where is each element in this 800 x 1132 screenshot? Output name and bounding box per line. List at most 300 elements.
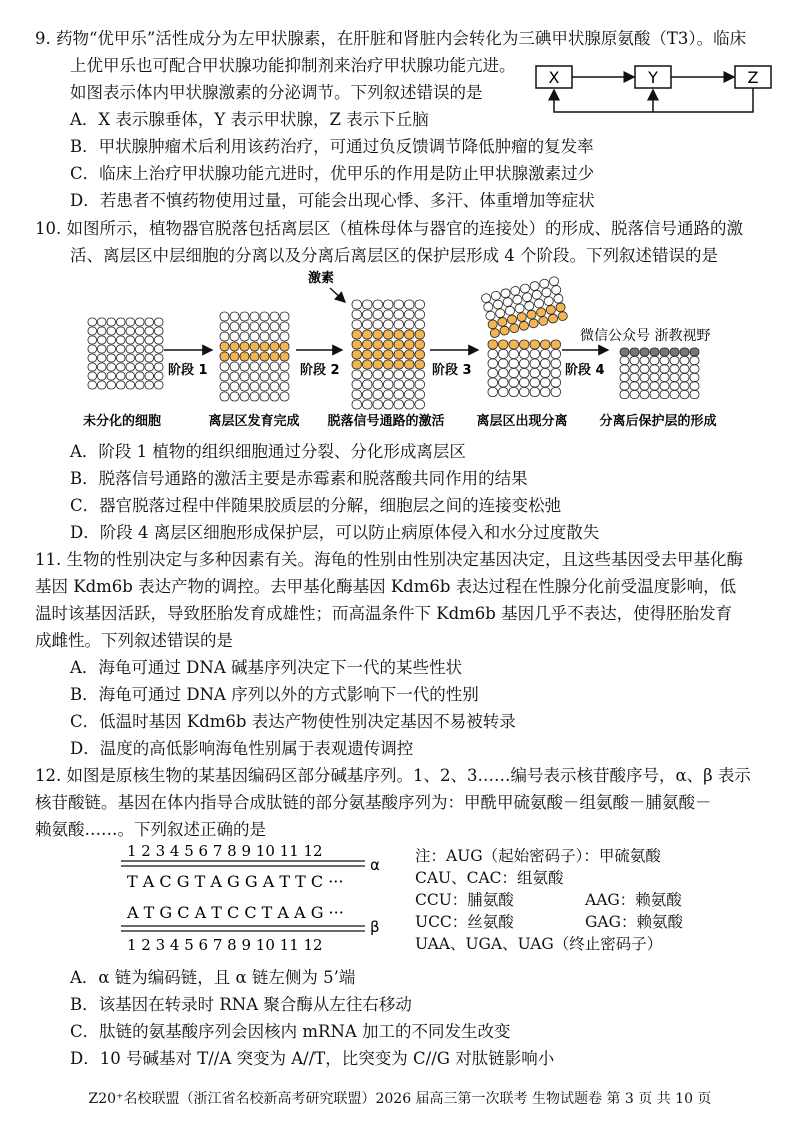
q10-cell-activated [363,350,373,359]
q9-stem-line3: 如图表示体内甲状腺激素的分泌调节。下列叙述错误的是 [70,83,483,102]
q10-cell [620,391,629,399]
q10-cell-undifferentiated [107,345,116,353]
q10-cell [541,350,551,359]
q10-cell-separating [499,340,509,349]
q10-cell-separating [507,314,518,324]
q10-cell [530,378,540,387]
q10-cell-undifferentiated [107,354,116,362]
q10-cell [660,374,669,382]
q10-cell [551,388,561,397]
q10-cell-undifferentiated [98,354,107,362]
q10-cell-abscission-zone [250,342,259,351]
q10-cell-undifferentiated [136,354,145,362]
q10-cell [415,400,425,409]
q10-cell [260,382,269,391]
q10-cell [520,369,530,378]
q10-cell-undifferentiated [136,318,145,326]
q10-cell [230,382,239,391]
q12-numbers-bottom: 1 2 3 4 5 6 7 8 9 10 11 12 [127,936,323,954]
q10-cell [415,370,425,379]
q10-cell [670,357,679,365]
q10-caption-5: 分离后保护层的形成 [599,414,717,429]
q10-cell [541,369,551,378]
q10-cell-activated [384,340,394,349]
q10-cell [363,320,373,329]
q10-cell-separating [530,340,540,349]
q10-cell-abscission-zone [220,342,229,351]
q10-cell [384,400,394,409]
q10-cell-undifferentiated [126,336,135,344]
q10-cell [270,312,279,321]
q10-cell [670,391,679,399]
q10-cell-undifferentiated [88,345,97,353]
q10-cell-separating [551,340,561,349]
q10-cell [660,357,669,365]
q10-cell-undifferentiated [107,327,116,335]
q10-cell-protective-layer [660,348,669,356]
q10-cell [680,357,689,365]
q10-cell [509,359,519,368]
q10-cell [363,300,373,309]
q10-cell [405,400,415,409]
q10-cell-separating [516,312,527,322]
q10-cell [280,332,289,341]
q10-cell-undifferentiated [136,363,145,371]
q10-cell-separating [548,313,559,323]
q10-cell [500,288,511,298]
q10-cell [280,392,289,401]
q11-option-a: A．海龟可通过 DNA 碱基序列决定下一代的某些性状 [70,658,462,677]
q10-cell [493,299,504,309]
q10-cell-undifferentiated [126,372,135,380]
q10-cell-undifferentiated [117,345,126,353]
q10-cell [394,300,404,309]
q10-cell-activated [373,340,383,349]
q10-caption-1: 未分化的细胞 [82,414,162,429]
q10-cell-activated [405,360,415,369]
q10-cell [680,382,689,390]
q10-cell [240,392,249,401]
q10-cell [405,390,415,399]
q10-cell-separating [509,340,519,349]
q10-cell-abscission-zone [260,342,269,351]
q10-cell [363,370,373,379]
q10-cell [640,391,649,399]
q10-cell [551,285,562,295]
q10-cell-undifferentiated [98,318,107,326]
q10-cell [415,320,425,329]
q10-cell [488,388,498,397]
q10-cell-undifferentiated [145,345,154,353]
q10-cell [220,372,229,381]
q10-cell [270,392,279,401]
q10-cell-protective-layer [650,348,659,356]
q10-cell-undifferentiated [126,354,135,362]
q10-cell [499,359,509,368]
q10-cell-activated [394,360,404,369]
q10-cell [230,362,239,371]
q10-cell-protective-layer [670,348,679,356]
q10-cell [680,374,689,382]
q10-cell-protective-layer [680,348,689,356]
q10-cell [630,365,639,373]
q10-cell [690,357,699,365]
q10-cell [363,310,373,319]
q9-box-y-label: Y [648,68,658,87]
q10-cell [415,390,425,399]
q10-cell [280,312,289,321]
q10-cell [509,378,519,387]
q10-cell-activated [415,360,425,369]
q10-stem-line1: 10. 如图所示，植物器官脱落包括离层区（植株母体与器官的连接处）的形成、脱落信号通路的激 [35,219,743,238]
q10-cell [650,374,659,382]
q10-cell-abscission-zone [270,342,279,351]
q10-cell-undifferentiated [98,372,107,380]
q10-cell [260,362,269,371]
q10-cell-undifferentiated [98,381,107,389]
q10-cell-undifferentiated [88,381,97,389]
q11-option-d: D．温度的高低影响海龟性别属于表观遗传调控 [70,739,414,758]
q10-cell [415,380,425,389]
q10-cell [220,322,229,331]
q10-cell [352,390,362,399]
q10-cell-undifferentiated [155,327,164,335]
q10-cell [405,370,415,379]
q9-box-z-label: Z [747,68,759,87]
q10-cell-separating [557,311,568,321]
q10-cell [250,382,259,391]
q10-caption-2: 离层区发育完成 [208,414,300,429]
q10-cell [373,320,383,329]
q10-cell [520,283,531,293]
q12-option-b: B．该基因在转录时 RNA 聚合酶从左往右移动 [70,995,412,1014]
q10-cell [640,357,649,365]
q10-cell-abscission-zone [250,352,259,361]
q10-cell [352,370,362,379]
q10-cell [490,291,501,301]
q10-cell-activated [415,340,425,349]
q10-cell [260,332,269,341]
q12-option-a: A．α 链为编码链，且 α 链左侧为 5’端 [70,968,356,987]
q10-cell [640,382,649,390]
q10-cell-undifferentiated [145,372,154,380]
q10-cell-undifferentiated [117,318,126,326]
q10-cell [220,312,229,321]
q10-cell [534,298,545,308]
q10-cell [230,322,239,331]
q10-cell-undifferentiated [88,372,97,380]
q10-cell [220,362,229,371]
q10-cell [660,365,669,373]
q10-cell [620,382,629,390]
q10-cell [520,378,530,387]
q10-cell [680,365,689,373]
q10-cell-protective-layer [630,348,639,356]
q10-stage3-label: 阶段 3 [432,363,472,378]
q10-cell [520,350,530,359]
q10-cell [488,359,498,368]
q10-cell-activated [373,350,383,359]
q10-cell [530,350,540,359]
q10-cell [230,392,239,401]
q10-cell [352,300,362,309]
q10-cell [660,382,669,390]
q10-cell [551,369,561,378]
q10-cell [352,310,362,319]
q10-cell-activated [394,340,404,349]
q10-cell [499,388,509,397]
q10-cell [630,357,639,365]
q10-hormone-label: 激素 [308,271,335,286]
q10-cell [551,350,561,359]
q10-cell-protective-layer [690,348,699,356]
q10-cell [394,390,404,399]
q10-cell-undifferentiated [145,318,154,326]
q10-cell [520,359,530,368]
q10-cell-undifferentiated [126,327,135,335]
q10-cell [363,390,373,399]
q10-cell [373,390,383,399]
q10-cell [524,301,535,311]
q10-cell-undifferentiated [117,363,126,371]
q10-cell [504,306,515,316]
q9-option-a: A．X 表示腺垂体，Y 表示甲状腺，Z 表示下丘脑 [70,110,429,129]
q10-stage4-label: 阶段 4 [565,363,605,378]
q10-cell [405,300,415,309]
q10-cell [394,370,404,379]
q10-option-b: B．脱落信号通路的激活主要是赤霉素和脱落酸共同作用的结果 [70,469,528,488]
q10-cell-undifferentiated [117,336,126,344]
q10-watermark: 微信公众号 浙教视野 [580,328,711,344]
q10-cell [520,388,530,397]
q9-box-x-label: X [548,68,560,87]
q10-cell-undifferentiated [117,327,126,335]
q10-cell-activated [352,350,362,359]
q12-stem-line1: 12. 如图是原核生物的某基因编码区部分碱基序列。1、2、3……编号表示核苷酸序号，α、β 表示 [35,766,751,785]
q12-dna-sequence-figure [115,840,395,958]
q10-cell [529,281,540,291]
q10-cell [240,382,249,391]
q10-cell [250,362,259,371]
q12-stem-line2: 核苷酸链。基因在体内指导合成肽链的部分氨基酸序列为：甲酰甲硫氨酸－组氨酸－脯氨酸－ [35,793,712,812]
q10-cell [502,297,513,307]
q10-cell [373,370,383,379]
q12-stem-line3: 赖氨酸……。下列叙述正确的是 [35,820,266,839]
q10-cell-activated [373,330,383,339]
q10-cell [280,362,289,371]
q9-regulation-diagram [535,60,775,122]
q10-cell-separating [555,302,566,312]
q10-cell-separating [545,305,556,315]
q10-cell [553,293,564,303]
q10-cell-undifferentiated [145,354,154,362]
q10-cell [352,380,362,389]
q10-cell-undifferentiated [98,345,107,353]
q10-cell [220,332,229,341]
q10-cell [363,380,373,389]
q10-cell [220,392,229,401]
q10-stem-line2: 活、离层区中层细胞的分离以及分离后离层区的保护层形成 4 个阶段。下列叙述错误的是 [70,246,718,265]
q10-abscission-figure [80,268,740,438]
q10-cell [240,362,249,371]
q10-cell [384,300,394,309]
q10-option-c: C．器官脱落过程中伴随果胶质层的分解，细胞层之间的连接变松弛 [70,496,562,515]
q10-caption-4: 离层区出现分离 [476,414,568,429]
q10-cell [270,372,279,381]
q10-cell [543,296,554,306]
q11-stem-line1: 11. 生物的性别决定与多种因素有关。海龟的性别由性别决定基因决定，且这些基因受去甲基化酶 [35,550,743,569]
q10-cell-activated [415,350,425,359]
q10-cell-separating [526,309,537,319]
q10-cell [549,276,560,286]
q12-numbers-top: 1 2 3 4 5 6 7 8 9 10 11 12 [127,842,323,860]
q10-cell [250,312,259,321]
q10-cell-undifferentiated [136,372,145,380]
q9-stem-line2: 上优甲乐也可配合甲状腺功能抑制剂来治疗甲状腺功能亢进。 [70,56,516,75]
q10-cell-undifferentiated [88,354,97,362]
q10-cell [260,312,269,321]
q10-cell [670,374,679,382]
q10-cell-separating [488,340,498,349]
q10-cell-separating [487,319,498,329]
q10-cell-undifferentiated [98,336,107,344]
q10-cell-separating [519,321,530,331]
q10-cell-activated [405,350,415,359]
q10-stage1-label: 阶段 1 [168,363,208,378]
q10-cell [240,332,249,341]
q10-cell-activated [384,350,394,359]
q10-stage2-label: 阶段 2 [300,363,340,378]
q10-cell [660,391,669,399]
q10-cell-undifferentiated [155,363,164,371]
q10-cell [690,391,699,399]
q10-cell-undifferentiated [155,318,164,326]
q12-alpha-label: α [370,856,380,874]
q11-stem-line3: 温时该基因活跃，导致胚胎发育成雄性；而高温条件下 Kdm6b 基因几乎不表达，使得胚胎发育 [35,604,733,623]
q11-option-c: C．低温时基因 Kdm6b 表达产物使性别决定基因不易被转录 [70,712,516,731]
q10-cell [240,372,249,381]
q10-cell-undifferentiated [126,381,135,389]
q10-cell [650,391,659,399]
q10-cell [230,372,239,381]
q10-cell-undifferentiated [145,327,154,335]
q10-cell-activated [363,340,373,349]
q10-cell-activated [394,330,404,339]
q10-cell-undifferentiated [88,318,97,326]
q10-cell [499,378,509,387]
q10-cell [240,312,249,321]
q10-cell-abscission-zone [230,352,239,361]
q10-cell [481,293,492,303]
q10-cell [270,322,279,331]
q10-cell [531,290,542,300]
q10-cell-activated [384,330,394,339]
q10-cell-activated [363,330,373,339]
q12-note-3b: AAG：赖氨酸 [585,891,682,909]
q10-cell-undifferentiated [145,363,154,371]
q10-cell [530,359,540,368]
q10-cell [260,372,269,381]
q10-cell [394,310,404,319]
q10-cell [541,287,552,297]
q11-stem-line2: 基因 Kdm6b 表达产物的调控。去甲基化酶基因 Kdm6b 表达过程在性腺分化前受温度影响，低 [35,577,737,596]
q10-cell [539,278,550,288]
q10-cell [495,308,506,318]
q12-note-1: 注：AUG（起始密码子）：甲硫氨酸 [415,847,661,865]
q10-cell-undifferentiated [107,363,116,371]
q10-cell-separating [536,307,547,317]
q10-option-a: A．阶段 1 植物的组织细胞通过分裂、分化形成离层区 [70,442,466,461]
q10-cell-undifferentiated [145,381,154,389]
q12-note-2: CAU、CAC：组氨酸 [415,869,564,887]
q10-cell-separating [489,328,500,338]
q10-cell-undifferentiated [155,354,164,362]
q10-cell [240,322,249,331]
q10-cell-undifferentiated [155,372,164,380]
q10-cell-abscission-zone [230,342,239,351]
q10-cell-undifferentiated [126,318,135,326]
q10-cell [551,359,561,368]
q10-cell-separating [528,318,539,328]
q10-cell-undifferentiated [117,372,126,380]
q9-option-b: B．甲状腺肿瘤术后利用该药治疗，可通过负反馈调节降低肿瘤的复发率 [70,137,594,156]
q12-beta-sequence: A T G C A T C C T A A G ··· [127,903,344,922]
q10-cell-undifferentiated [136,336,145,344]
q10-cell [630,391,639,399]
q10-cell [394,400,404,409]
q10-cell-protective-layer [620,348,629,356]
q10-cell-abscission-zone [270,352,279,361]
q10-cell [509,388,519,397]
q12-note-5: UAA、UGA、UAG（终止密码子） [415,935,663,953]
q10-cell [485,310,496,320]
q10-cell [650,357,659,365]
q12-option-c: C．肽链的氨基酸序列会因核内 mRNA 加工的不同发生改变 [70,1022,511,1041]
q10-cell [650,382,659,390]
q10-cell-undifferentiated [155,381,164,389]
q10-cell [270,382,279,391]
q10-cell-undifferentiated [155,336,164,344]
q9-option-d: D．若患者不慎药物使用过量，可能会出现心悸、多汗、体重增加等症状 [70,191,595,210]
q10-cell-separating [499,325,510,335]
q10-cell [640,374,649,382]
q10-cell [384,390,394,399]
q10-cell [551,378,561,387]
q10-cell [405,380,415,389]
q10-cell-undifferentiated [136,345,145,353]
q12-note-4a: UCC：丝氨酸 [415,913,514,931]
q10-cell-separating [541,340,551,349]
q10-cell [394,380,404,389]
q10-cell [405,320,415,329]
q10-cell [522,292,533,302]
q10-cell [690,374,699,382]
q10-cell [650,365,659,373]
q10-cell-separating [497,317,508,327]
q10-cell [384,310,394,319]
q10-cell-undifferentiated [88,336,97,344]
q10-cell [620,365,629,373]
q10-cell-undifferentiated [88,363,97,371]
q12-option-d: D．10 号碱基对 T//A 突变为 A//T，比突变为 C//G 对肽链影响小 [70,1049,555,1068]
q10-cell-separating [509,323,520,333]
q10-cell-activated [405,340,415,349]
q10-cell [488,378,498,387]
q10-cell-activated [363,360,373,369]
q10-cell [384,320,394,329]
q10-cell [690,365,699,373]
q10-cell-separating [520,340,530,349]
